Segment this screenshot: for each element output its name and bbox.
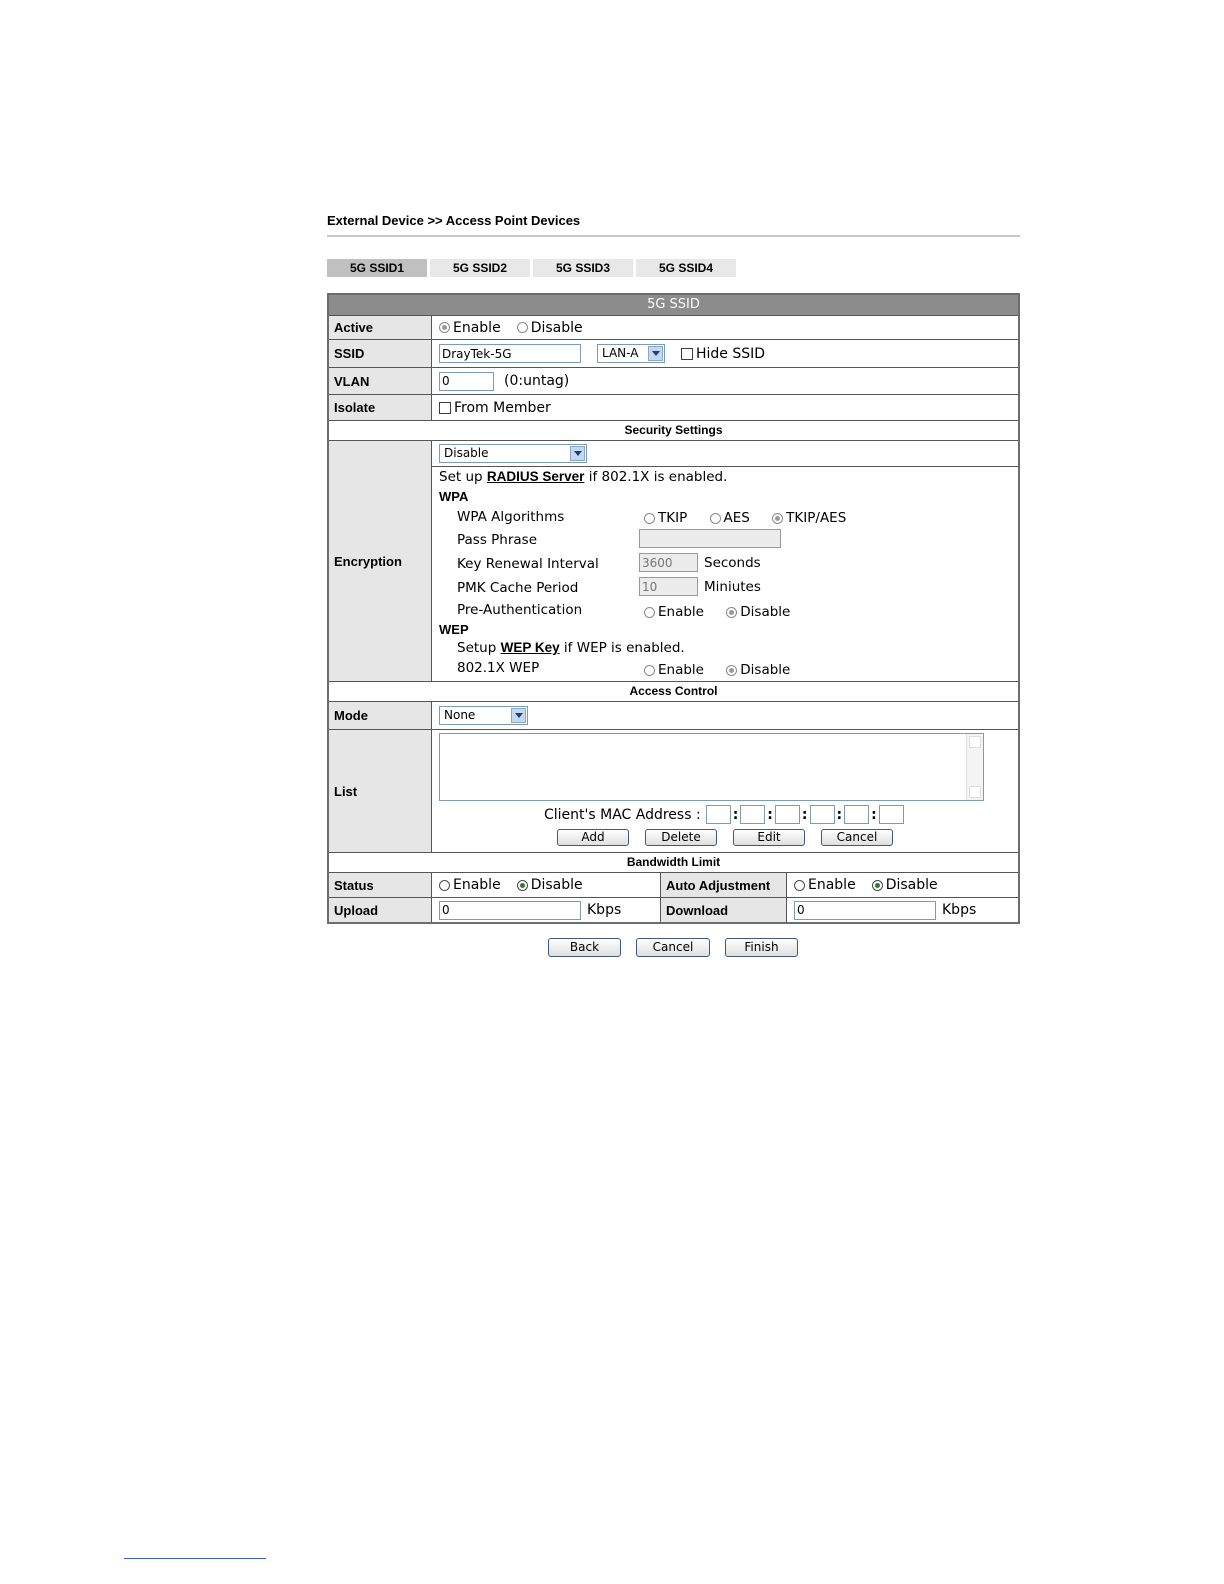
mode-label: Mode (329, 702, 432, 729)
access-control-header: Access Control (329, 681, 1018, 701)
mac-octet-5[interactable] (844, 805, 869, 824)
mac-octet-1[interactable] (706, 805, 731, 824)
auto-enable-label: Enable (808, 877, 856, 893)
tkip-aes-label: TKIP/AES (786, 510, 847, 526)
radius-setup-suffix: if 802.1X is enabled. (588, 469, 728, 485)
tab-5g-ssid4[interactable]: 5G SSID4 (636, 259, 736, 277)
vlan-row (329, 367, 1018, 394)
status-enable-radio[interactable] (439, 880, 450, 891)
mac-list-box[interactable] (439, 733, 984, 801)
upload-input[interactable] (439, 901, 581, 920)
tab-5g-ssid3[interactable]: 5G SSID3 (533, 259, 633, 277)
radius-setup-prefix: Set up (439, 469, 483, 485)
active-disable-radio[interactable] (517, 322, 528, 333)
vlan-label: VLAN (329, 368, 432, 394)
form-actions (0, 938, 1224, 957)
isolate-label: Isolate (329, 395, 432, 420)
mac-octet-2[interactable] (740, 805, 765, 824)
pass-phrase-label: Pass Phrase (457, 532, 538, 548)
wep-setup-suffix: if WEP is enabled. (563, 640, 685, 656)
form-header: 5G SSID (329, 295, 1018, 316)
security-settings-header: Security Settings (329, 420, 1018, 440)
isolate-member-label: From Member (454, 399, 551, 416)
scroll-down-icon[interactable] (969, 786, 981, 798)
download-unit: Kbps (942, 902, 977, 918)
tkip-label: TKIP (658, 510, 688, 526)
pre-auth-enable-label: Enable (658, 604, 704, 620)
auto-enable-radio[interactable] (794, 880, 805, 891)
footnote-divider (124, 1558, 266, 1559)
wep-heading: WEP (439, 622, 469, 637)
active-row (329, 316, 1018, 339)
status-label: Status (329, 873, 432, 897)
status-enable-label: Enable (453, 877, 501, 893)
page-title: External Device >> Access Point Devices (327, 213, 581, 228)
cancel-button[interactable]: Cancel (636, 938, 710, 957)
list-label: List (329, 730, 432, 852)
wpa-algorithms-label: WPA Algorithms (457, 509, 565, 525)
mac-address-label: Client's MAC Address : (544, 806, 701, 823)
auto-adjustment-label: Auto Adjustment (661, 873, 787, 897)
tab-5g-ssid2[interactable]: 5G SSID2 (430, 259, 530, 277)
pre-auth-enable-radio[interactable] (644, 607, 655, 618)
bandwidth-status-row (329, 872, 1018, 897)
active-label: Active (329, 316, 432, 339)
key-renewal-input[interactable] (639, 553, 698, 572)
encryption-select-value: Disable (444, 446, 489, 460)
delete-button[interactable]: Delete (645, 829, 717, 846)
list-actions (557, 829, 893, 846)
ssid-label: SSID (329, 340, 432, 367)
pre-auth-disable-radio[interactable] (726, 607, 737, 618)
encryption-select[interactable] (439, 444, 587, 463)
aes-radio[interactable] (710, 513, 721, 524)
wep-8021x-options (644, 662, 790, 678)
encryption-row (329, 440, 1018, 681)
vlan-hint: (0:untag) (504, 373, 570, 389)
pmk-cache-label: PMK Cache Period (457, 580, 579, 596)
wep-8021x-enable-radio[interactable] (644, 665, 655, 676)
edit-button[interactable]: Edit (733, 829, 805, 846)
tkip-radio[interactable] (644, 513, 655, 524)
pre-auth-options (644, 604, 790, 620)
pmk-cache-input[interactable] (639, 577, 698, 596)
isolate-member-checkbox[interactable] (439, 402, 451, 414)
mac-octet-3[interactable] (775, 805, 800, 824)
upload-label: Upload (329, 898, 432, 922)
isolate-row (329, 394, 1018, 420)
mode-select[interactable] (439, 706, 528, 725)
finish-button[interactable]: Finish (725, 938, 798, 957)
back-button[interactable]: Back (548, 938, 621, 957)
add-button[interactable]: Add (557, 829, 629, 846)
auto-disable-label: Disable (885, 877, 938, 893)
wep-key-link[interactable]: WEP Key (500, 640, 560, 655)
status-disable-label: Disable (530, 877, 583, 893)
title-divider (327, 235, 1020, 237)
wep-8021x-disable-radio[interactable] (726, 665, 737, 676)
chevron-down-icon (511, 708, 526, 723)
ssid-tabs (327, 259, 736, 277)
download-label: Download (661, 898, 787, 922)
minutes-unit: Miniutes (704, 579, 761, 595)
ssid-settings-form (327, 293, 1020, 924)
mode-row (329, 701, 1018, 729)
hide-ssid-label: Hide SSID (696, 345, 766, 362)
mac-address-row: Client's MAC Address : : : : : : (544, 805, 904, 824)
wep-8021x-label: 802.1X WEP (457, 660, 540, 676)
active-enable-label: Enable (453, 319, 501, 336)
encryption-label: Encryption (329, 441, 432, 681)
mode-select-value: None (444, 708, 476, 722)
wpa-algorithms-options (644, 510, 846, 526)
scroll-up-icon[interactable] (969, 736, 981, 748)
key-renewal-label: Key Renewal Interval (457, 556, 599, 572)
chevron-down-icon (570, 446, 585, 461)
bandwidth-limit-header: Bandwidth Limit (329, 852, 1018, 872)
wep-setup-text (457, 640, 685, 656)
ssid-input[interactable] (439, 344, 581, 363)
active-enable-radio[interactable] (439, 322, 450, 333)
status-disable-radio[interactable] (517, 880, 528, 891)
chevron-down-icon (648, 346, 663, 361)
wpa-heading: WPA (439, 489, 469, 504)
ssid-row (329, 339, 1018, 367)
upload-unit: Kbps (587, 902, 622, 918)
active-disable-label: Disable (530, 319, 583, 336)
wep-setup-prefix: Setup (457, 640, 497, 656)
pass-phrase-input[interactable] (639, 529, 781, 548)
scrollbar[interactable] (966, 734, 983, 800)
auto-disable-radio[interactable] (872, 880, 883, 891)
aes-label: AES (723, 510, 750, 526)
mac-octet-4[interactable] (810, 805, 835, 824)
seconds-unit: Seconds (704, 555, 761, 571)
cancel-list-button[interactable]: Cancel (821, 829, 893, 846)
list-row (329, 729, 1018, 852)
wep-8021x-disable-label: Disable (740, 662, 791, 678)
hide-ssid-checkbox[interactable] (681, 348, 693, 360)
mac-octet-6[interactable] (879, 805, 904, 824)
download-input[interactable] (794, 901, 936, 920)
tab-5g-ssid1[interactable]: 5G SSID1 (327, 259, 427, 277)
radius-setup-text (439, 469, 727, 485)
vlan-input[interactable] (439, 372, 494, 391)
lan-select[interactable] (597, 344, 665, 363)
tkip-aes-radio[interactable] (772, 513, 783, 524)
pre-auth-label: Pre-Authentication (457, 602, 583, 618)
lan-select-value: LAN-A (602, 346, 639, 360)
bandwidth-rate-row (329, 897, 1018, 922)
wep-8021x-enable-label: Enable (658, 662, 704, 678)
radius-server-link[interactable]: RADIUS Server (486, 469, 585, 484)
pre-auth-disable-label: Disable (740, 604, 791, 620)
